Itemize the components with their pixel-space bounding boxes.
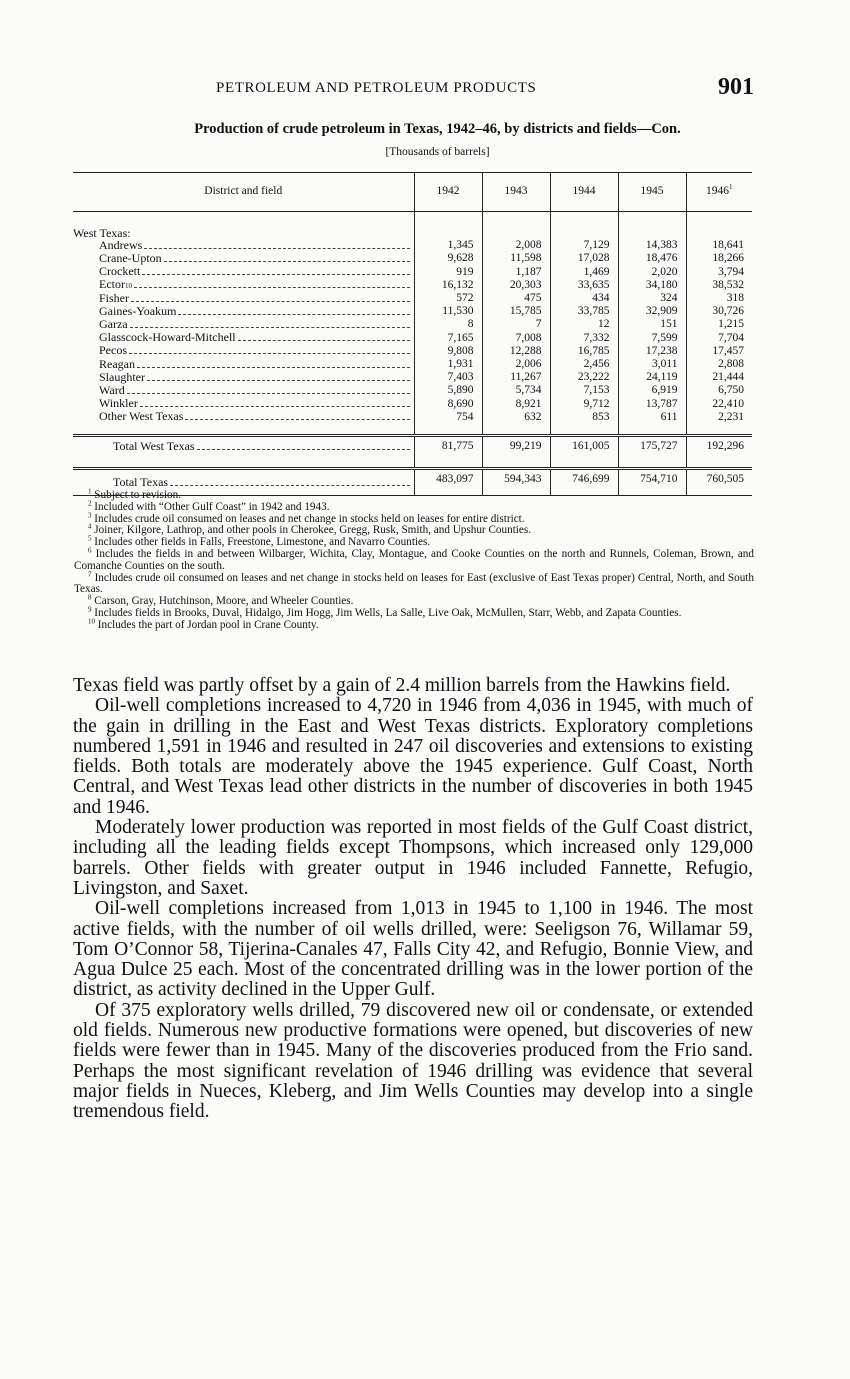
value-cell bbox=[550, 212, 618, 229]
value-cell: 1,931 bbox=[414, 358, 482, 371]
value-cell: 17,238 bbox=[618, 345, 686, 358]
value-cell bbox=[550, 457, 618, 469]
field-cell bbox=[73, 398, 414, 411]
field-cell bbox=[73, 212, 414, 229]
field-name: Garza bbox=[99, 318, 128, 332]
field-leader bbox=[99, 345, 414, 357]
field-name: West Texas: bbox=[73, 228, 131, 240]
value-cell: 7,008 bbox=[482, 332, 550, 345]
column-header: District and field bbox=[73, 173, 414, 212]
paragraph: Oil-well completions increased from 1,013 in 1945 to 1,100 in 1946. The most active fields, with the number of oil wells drilled, were: Seeligson 76, Willamar 59, Tom O’Connor 58, Tijerina-Canales 47, Falls City 42, and Refugio, Bonnie View, and Agua Dulce 25 each. Most of the concentrated drilling was in the lower portion of the district, as activity declined in the Upper Gulf. bbox=[73, 898, 753, 1001]
spacer-row bbox=[73, 424, 752, 436]
footnote-number: 2 bbox=[88, 499, 92, 508]
value-cell: 11,267 bbox=[482, 371, 550, 384]
dot-leader bbox=[144, 248, 409, 249]
value-cell: 3,011 bbox=[618, 358, 686, 371]
value-cell: 22,410 bbox=[686, 398, 752, 411]
footnote-number: 8 bbox=[88, 593, 92, 602]
table-row bbox=[73, 292, 752, 305]
value-cell: 611 bbox=[618, 411, 686, 424]
table-row bbox=[73, 332, 752, 345]
field-name: Total Texas bbox=[113, 474, 169, 489]
value-cell: 2,808 bbox=[686, 358, 752, 371]
value-cell bbox=[686, 457, 752, 469]
field-cell bbox=[73, 266, 414, 279]
footnote-text: Subject to revision. bbox=[94, 489, 181, 501]
field-cell bbox=[73, 411, 414, 424]
value-cell: 17,457 bbox=[686, 345, 752, 358]
spacer-row bbox=[73, 212, 752, 229]
value-cell: 17,028 bbox=[550, 252, 618, 265]
table-subtitle: [Thousands of barrels] bbox=[385, 146, 490, 158]
running-title: PETROLEUM AND PETROLEUM PRODUCTS bbox=[216, 80, 537, 96]
table-row bbox=[73, 266, 752, 279]
column-header: 1942 bbox=[414, 173, 482, 212]
footnote-text: Includes fields in Brooks, Duval, Hidalgo, Jim Hogg, Jim Wells, La Salle, Live Oak, McMullen, Starr, Webb, and Zapata Counties. bbox=[94, 606, 682, 619]
table-row bbox=[73, 252, 752, 265]
value-cell: 99,219 bbox=[482, 436, 550, 458]
value-cell bbox=[618, 457, 686, 469]
column-header: 1944 bbox=[550, 173, 618, 212]
value-cell: 318 bbox=[686, 292, 752, 305]
field-leader bbox=[99, 385, 414, 397]
value-cell bbox=[482, 457, 550, 469]
footnote-number: 10 bbox=[88, 617, 95, 626]
footnote-text: Includes the part of Jordan pool in Crane County. bbox=[97, 618, 319, 631]
value-cell: 1,469 bbox=[550, 266, 618, 279]
field-name: Total West Texas bbox=[113, 439, 195, 454]
field-cell bbox=[73, 318, 414, 331]
field-cell bbox=[73, 345, 414, 358]
value-cell: 14,383 bbox=[618, 239, 686, 252]
paragraph: Texas field was partly offset by a gain of 2.4 million barrels from the Hawkins field. bbox=[73, 675, 731, 696]
field-cell bbox=[73, 436, 414, 458]
value-cell: 12 bbox=[550, 318, 618, 331]
value-cell: 754,710 bbox=[618, 469, 686, 496]
field-cell bbox=[73, 384, 414, 397]
value-cell: 34,180 bbox=[618, 279, 686, 292]
value-cell bbox=[618, 228, 686, 239]
value-cell bbox=[482, 424, 550, 436]
value-cell: 175,727 bbox=[618, 436, 686, 458]
value-cell bbox=[414, 212, 482, 229]
value-cell: 853 bbox=[550, 411, 618, 424]
value-cell: 324 bbox=[618, 292, 686, 305]
value-cell bbox=[414, 424, 482, 436]
dot-leader bbox=[127, 393, 410, 394]
value-cell: 1,215 bbox=[686, 318, 752, 331]
field-name: Other West Texas bbox=[99, 410, 184, 424]
value-cell bbox=[686, 228, 752, 239]
value-cell: 192,296 bbox=[686, 436, 752, 458]
field-leader bbox=[99, 293, 414, 305]
value-cell: 18,641 bbox=[686, 239, 752, 252]
value-cell bbox=[550, 424, 618, 436]
value-cell bbox=[618, 212, 686, 229]
value-cell: 18,476 bbox=[618, 252, 686, 265]
field-leader bbox=[99, 306, 414, 318]
footnote-number: 5 bbox=[88, 534, 92, 543]
value-cell: 754 bbox=[414, 411, 482, 424]
dot-leader bbox=[130, 327, 410, 328]
dot-leader bbox=[129, 353, 410, 354]
table-header-row bbox=[73, 173, 752, 212]
table-row bbox=[73, 239, 752, 252]
field-cell bbox=[73, 239, 414, 252]
paragraph: Oil-well completions increased to 4,720 in 1946 from 4,036 in 1945, with much of the gain in drilling in the East and West Texas districts. Exploratory completions numbered 1,591 in 1946 and resulted in 247 oil discoveries and extensions to existing fields. Both totals are moderately above the 1945 experience. Gulf Coast, North Central, and West Texas lead other districts in the number of discoveries in both 1945 and 1946. bbox=[73, 695, 753, 818]
dot-leader bbox=[147, 380, 410, 381]
value-cell: 18,266 bbox=[686, 252, 752, 265]
field-name: Fisher bbox=[99, 292, 129, 305]
column-header-1946 bbox=[686, 173, 752, 212]
value-cell: 919 bbox=[414, 266, 482, 279]
field-name: Crane-Upton bbox=[99, 252, 162, 265]
field-leader bbox=[99, 398, 414, 410]
dot-leader bbox=[238, 340, 410, 341]
table-row bbox=[73, 358, 752, 371]
value-cell bbox=[414, 457, 482, 469]
field-name: Slaughter bbox=[99, 371, 145, 384]
field-leader bbox=[99, 266, 414, 278]
table-row bbox=[73, 345, 752, 358]
field-name: Gaines-Yoakum bbox=[99, 305, 177, 318]
value-cell: 594,343 bbox=[482, 469, 550, 496]
footnote-number: 7 bbox=[88, 569, 92, 578]
value-cell: 30,726 bbox=[686, 305, 752, 318]
value-cell: 21,444 bbox=[686, 371, 752, 384]
table-row bbox=[73, 398, 752, 411]
field-leader: Ector 10 bbox=[99, 279, 414, 291]
column-header: 1945 bbox=[618, 173, 686, 212]
dot-leader bbox=[134, 287, 410, 288]
table-title: Production of crude petroleum in Texas, 1942–46, by districts and fields—Con. bbox=[194, 121, 681, 137]
field-cell bbox=[73, 424, 414, 436]
value-cell: 15,785 bbox=[482, 305, 550, 318]
value-cell: 11,530 bbox=[414, 305, 482, 318]
field-cell bbox=[73, 279, 414, 292]
value-cell: 161,005 bbox=[550, 436, 618, 458]
running-head bbox=[0, 76, 850, 104]
field-leader bbox=[99, 332, 414, 344]
value-cell bbox=[686, 424, 752, 436]
footnote-text: Includes crude oil consumed on leases and net change in stocks held on leases for entire district. bbox=[94, 512, 525, 525]
value-cell: 5,734 bbox=[482, 384, 550, 397]
value-cell: 20,303 bbox=[482, 279, 550, 292]
footnote-number: 9 bbox=[88, 605, 92, 614]
value-cell: 24,119 bbox=[618, 371, 686, 384]
field-leader bbox=[99, 253, 414, 265]
dot-leader bbox=[178, 314, 409, 315]
value-cell: 2,020 bbox=[618, 266, 686, 279]
value-cell bbox=[482, 212, 550, 229]
value-cell: 33,635 bbox=[550, 279, 618, 292]
value-cell: 8,690 bbox=[414, 398, 482, 411]
paragraph: Moderately lower production was reported in most fields of the Gulf Coast district, including all the leading fields except Thompsons, which increased only 129,000 barrels. Other fields with greater output in 1946 included Fannette, Refugio, Livingston, and Saxet. bbox=[73, 817, 753, 899]
value-cell: 16,132 bbox=[414, 279, 482, 292]
footnote-number: 3 bbox=[88, 510, 92, 519]
value-cell: 434 bbox=[550, 292, 618, 305]
value-cell: 8 bbox=[414, 318, 482, 331]
value-cell: 9,628 bbox=[414, 252, 482, 265]
value-cell: 475 bbox=[482, 292, 550, 305]
value-cell: 7,129 bbox=[550, 239, 618, 252]
footnote-marker: 1 bbox=[729, 183, 733, 192]
field-leader bbox=[99, 411, 414, 423]
field-leader bbox=[99, 240, 414, 252]
field-cell bbox=[73, 228, 414, 239]
dot-leader bbox=[137, 367, 410, 368]
field-name: Pecos bbox=[99, 344, 127, 358]
dot-leader bbox=[170, 485, 409, 486]
footnote-text: Includes other fields in Falls, Freestone, Limestone, and Navarro Counties. bbox=[94, 536, 431, 549]
value-cell: 13,787 bbox=[618, 398, 686, 411]
column-header: 1946 bbox=[706, 185, 729, 198]
value-cell: 33,785 bbox=[550, 305, 618, 318]
value-cell: 483,097 bbox=[414, 469, 482, 496]
value-cell: 632 bbox=[482, 411, 550, 424]
footnote-text: Carson, Gray, Hutchinson, Moore, and Wheeler Counties. bbox=[94, 595, 354, 608]
field-cell bbox=[73, 252, 414, 265]
value-cell: 9,808 bbox=[414, 345, 482, 358]
value-cell: 2,231 bbox=[686, 411, 752, 424]
value-cell: 760,505 bbox=[686, 469, 752, 496]
value-cell: 7,599 bbox=[618, 332, 686, 345]
production-table bbox=[73, 172, 752, 496]
field-name: Ector bbox=[99, 278, 125, 292]
table-row bbox=[73, 411, 752, 424]
paragraph: Of 375 exploratory wells drilled, 79 discovered new oil or condensate, or extended old fields. Numerous new productive formations were opened, but discoveries of new fields were fewer than in 1945. Many of the discoveries produced from the Frio sand. Perhaps the most significant revelation of 1946 drilling was evidence that several major fields in Nueces, Kleberg, and Jim Wells Counties may develop into a single tremendous field. bbox=[73, 999, 753, 1123]
footnote-text: Includes the fields in and between Wilbarger, Wichita, Clay, Montague, and Cooke Counties on the north and Runnels, Coleman, Brown, and Comanche Counties on the south. bbox=[74, 547, 754, 572]
field-cell bbox=[73, 457, 414, 469]
value-cell: 7,704 bbox=[686, 332, 752, 345]
table-row bbox=[73, 305, 752, 318]
footnotes bbox=[74, 487, 754, 632]
district-row bbox=[73, 228, 752, 239]
field-cell bbox=[73, 358, 414, 371]
footnote-text: Joiner, Kilgore, Lathrop, and other pools in Cherokee, Gregg, Rusk, Smith, and Upshur Counties. bbox=[94, 524, 532, 537]
dot-leader bbox=[131, 301, 410, 302]
value-cell: 572 bbox=[414, 292, 482, 305]
value-cell: 7,153 bbox=[550, 384, 618, 397]
table-row bbox=[73, 371, 752, 384]
footnote-number: 6 bbox=[88, 546, 92, 555]
value-cell bbox=[550, 228, 618, 239]
value-cell: 746,699 bbox=[550, 469, 618, 496]
value-cell: 2,456 bbox=[550, 358, 618, 371]
value-cell: 2,008 bbox=[482, 239, 550, 252]
value-cell bbox=[618, 424, 686, 436]
value-cell: 1,187 bbox=[482, 266, 550, 279]
value-cell: 6,919 bbox=[618, 384, 686, 397]
value-cell: 3,794 bbox=[686, 266, 752, 279]
field-cell bbox=[73, 371, 414, 384]
value-cell: 1,345 bbox=[414, 239, 482, 252]
value-cell: 23,222 bbox=[550, 371, 618, 384]
field-cell bbox=[73, 305, 414, 318]
value-cell: 6,750 bbox=[686, 384, 752, 397]
field-leader bbox=[99, 372, 414, 384]
column-header: 1943 bbox=[482, 173, 550, 212]
value-cell: 11,598 bbox=[482, 252, 550, 265]
field-leader bbox=[99, 319, 414, 331]
footnote bbox=[74, 546, 754, 573]
value-cell: 32,909 bbox=[618, 305, 686, 318]
field-name: Crockett bbox=[99, 265, 141, 279]
footnote-number: 1 bbox=[88, 487, 92, 496]
value-cell: 5,890 bbox=[414, 384, 482, 397]
field-name: Winkler bbox=[99, 397, 138, 411]
dot-leader bbox=[197, 449, 410, 450]
value-cell: 151 bbox=[618, 318, 686, 331]
field-name: Reagan bbox=[99, 358, 135, 371]
value-cell: 81,775 bbox=[414, 436, 482, 458]
value-cell bbox=[414, 228, 482, 239]
value-cell: 7,332 bbox=[550, 332, 618, 345]
value-cell: 16,785 bbox=[550, 345, 618, 358]
footnote bbox=[74, 617, 754, 632]
value-cell: 9,712 bbox=[550, 398, 618, 411]
dot-leader bbox=[142, 274, 409, 275]
dot-leader bbox=[140, 406, 410, 407]
value-cell bbox=[686, 212, 752, 229]
value-cell: 7,403 bbox=[414, 371, 482, 384]
field-name: Glasscock-Howard-Mitchell bbox=[99, 331, 236, 345]
value-cell: 7 bbox=[482, 318, 550, 331]
footnote-text: Included with “Other Gulf Coast” in 1942 and 1943. bbox=[94, 500, 330, 513]
dot-leader bbox=[164, 261, 410, 262]
field-name: Andrews bbox=[99, 239, 143, 252]
table-row bbox=[73, 384, 752, 397]
field-leader bbox=[113, 474, 414, 489]
field-leader bbox=[99, 359, 414, 371]
footnote-number: 4 bbox=[88, 522, 92, 531]
footnote-text: Includes crude oil consumed on leases and net change in stocks held on leases for East (exclusive of East Texas proper) Central, North, and South Texas. bbox=[74, 571, 754, 596]
field-cell bbox=[73, 292, 414, 305]
body-text bbox=[73, 676, 753, 1123]
table-row bbox=[73, 318, 752, 331]
footnote bbox=[74, 569, 754, 597]
dot-leader bbox=[185, 419, 409, 420]
value-cell: 2,006 bbox=[482, 358, 550, 371]
field-name: Ward bbox=[99, 384, 125, 398]
total-district-row bbox=[73, 436, 752, 458]
value-cell: 8,921 bbox=[482, 398, 550, 411]
value-cell: 12,288 bbox=[482, 345, 550, 358]
value-cell bbox=[482, 228, 550, 239]
table-row bbox=[73, 279, 752, 292]
field-cell bbox=[73, 332, 414, 345]
field-leader bbox=[113, 441, 414, 453]
value-cell: 7,165 bbox=[414, 332, 482, 345]
page-number: 901 bbox=[718, 74, 754, 100]
spacer-row bbox=[73, 457, 752, 469]
value-cell: 38,532 bbox=[686, 279, 752, 292]
